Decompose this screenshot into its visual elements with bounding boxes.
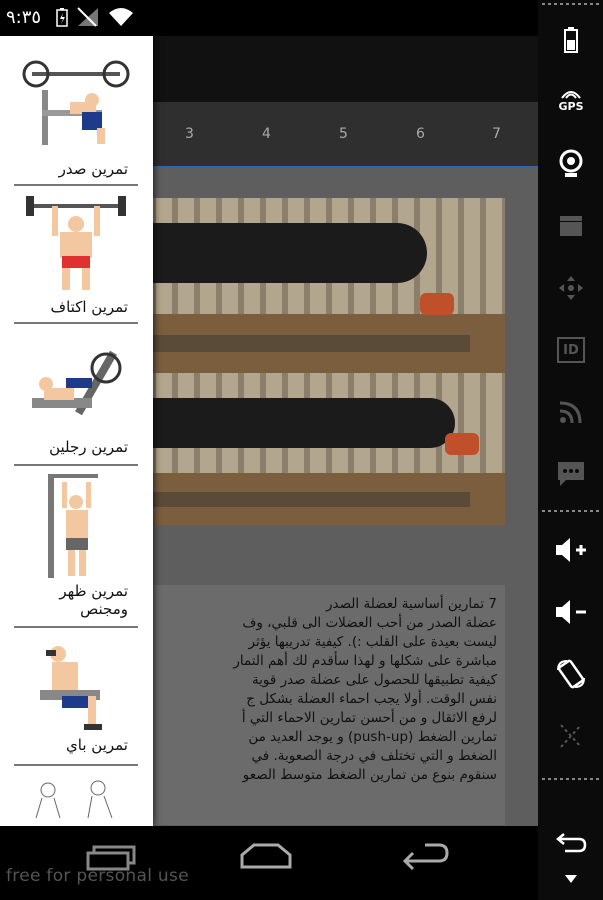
home-icon xyxy=(238,841,294,871)
article-line: كيفية تطبيقها للحصول على عضلة صدر قوية xyxy=(251,672,497,688)
signal-icon xyxy=(76,7,100,27)
bottom-navigation-bar xyxy=(0,826,538,900)
pushup-photo-bottom xyxy=(150,373,505,525)
wifi-icon xyxy=(108,7,134,27)
menu-arrow-icon[interactable] xyxy=(550,864,592,894)
app-screen xyxy=(0,36,538,826)
article-line: مباشرة على شكلها و لهذا سأقدم لك أهم التمار xyxy=(233,653,497,669)
volume-down-icon[interactable] xyxy=(550,594,592,630)
rss-icon[interactable] xyxy=(550,394,592,430)
drawer-item-more[interactable] xyxy=(14,766,138,826)
tab-6[interactable]: 6 xyxy=(416,126,425,142)
article-line: ليست بعيدة على القلب :). كيفية تدريبها يؤثر xyxy=(248,634,497,650)
volume-up-icon[interactable] xyxy=(550,532,592,568)
home-button[interactable] xyxy=(236,836,296,876)
dpad-icon[interactable] xyxy=(550,270,592,306)
shoulder-press-illustration xyxy=(22,194,130,294)
webcam-icon[interactable] xyxy=(550,146,592,182)
watermark-text: free for personal use xyxy=(6,866,189,886)
tab-3[interactable]: 3 xyxy=(185,126,194,142)
gps-icon[interactable] xyxy=(550,82,592,118)
battery-charging-icon xyxy=(56,7,68,27)
navigation-drawer xyxy=(0,36,153,826)
id-icon[interactable] xyxy=(550,332,592,368)
gps-label: GPS xyxy=(558,99,584,113)
leg-press-illustration xyxy=(22,338,130,438)
article-title: 7 تمارين أساسية لعضلة الصدر xyxy=(325,596,497,612)
drawer-item-label: تمرين ظهر xyxy=(59,582,128,600)
exercise-illustration xyxy=(22,772,130,820)
article-text xyxy=(150,585,505,825)
pushup-photo-top xyxy=(150,198,505,373)
rotate-screen-icon[interactable] xyxy=(550,656,592,692)
id-label: ID xyxy=(557,337,585,363)
status-icons xyxy=(56,7,134,27)
drawer-item-shoulders[interactable] xyxy=(14,186,138,324)
drawer-item-label: تمرين اكتاف xyxy=(50,298,128,316)
back-arrow-icon xyxy=(395,841,451,871)
tab-5[interactable]: 5 xyxy=(339,126,348,142)
tab-4[interactable]: 4 xyxy=(262,126,271,142)
back-button[interactable] xyxy=(393,836,453,876)
status-bar xyxy=(0,0,538,36)
article-line: نفس الوقت. أولا يجب احماء العضلة بشكل ج xyxy=(246,691,497,707)
back-icon[interactable] xyxy=(550,826,592,862)
battery-icon[interactable] xyxy=(550,22,592,58)
tab-7[interactable]: 7 xyxy=(492,126,501,142)
resize-icon[interactable] xyxy=(550,718,592,754)
biceps-curl-illustration xyxy=(22,636,130,734)
article-line: الضغط و التي تختلف في درجة الصعوبة. في xyxy=(251,748,497,764)
lat-pulldown-illustration xyxy=(22,472,130,582)
divider xyxy=(542,778,600,780)
bench-press-illustration xyxy=(22,50,130,150)
article-line: عضلة الصدر من أحب العضلات الى قلبي، وف xyxy=(242,615,497,631)
article-line: تمارين الضغط (push-up) و يوجد العديد من xyxy=(248,729,497,745)
drawer-item-label: تمرين باي xyxy=(66,736,128,754)
clapperboard-icon[interactable] xyxy=(550,208,592,244)
divider xyxy=(542,510,600,512)
divider xyxy=(542,3,600,5)
side-navigation-bar xyxy=(538,0,603,900)
article-line: سنقوم بنوع من تمارين الضغط متوسط الصعو xyxy=(242,767,497,783)
drawer-item-legs[interactable] xyxy=(14,324,138,466)
status-time: ٩:٣٥ xyxy=(6,7,42,28)
drawer-item-label: تمرين صدر xyxy=(58,160,128,178)
drawer-item-chest[interactable] xyxy=(14,36,138,186)
drawer-item-back[interactable] xyxy=(14,466,138,628)
drawer-item-biceps[interactable] xyxy=(14,628,138,766)
drawer-item-label: تمرين رجلين xyxy=(49,438,128,456)
article-line: لرفع الاثقال و من أحسن تمارين الاحماء التي أ xyxy=(241,710,497,726)
drawer-item-label-line2: ومجنص xyxy=(80,600,128,618)
sms-icon[interactable] xyxy=(550,456,592,492)
